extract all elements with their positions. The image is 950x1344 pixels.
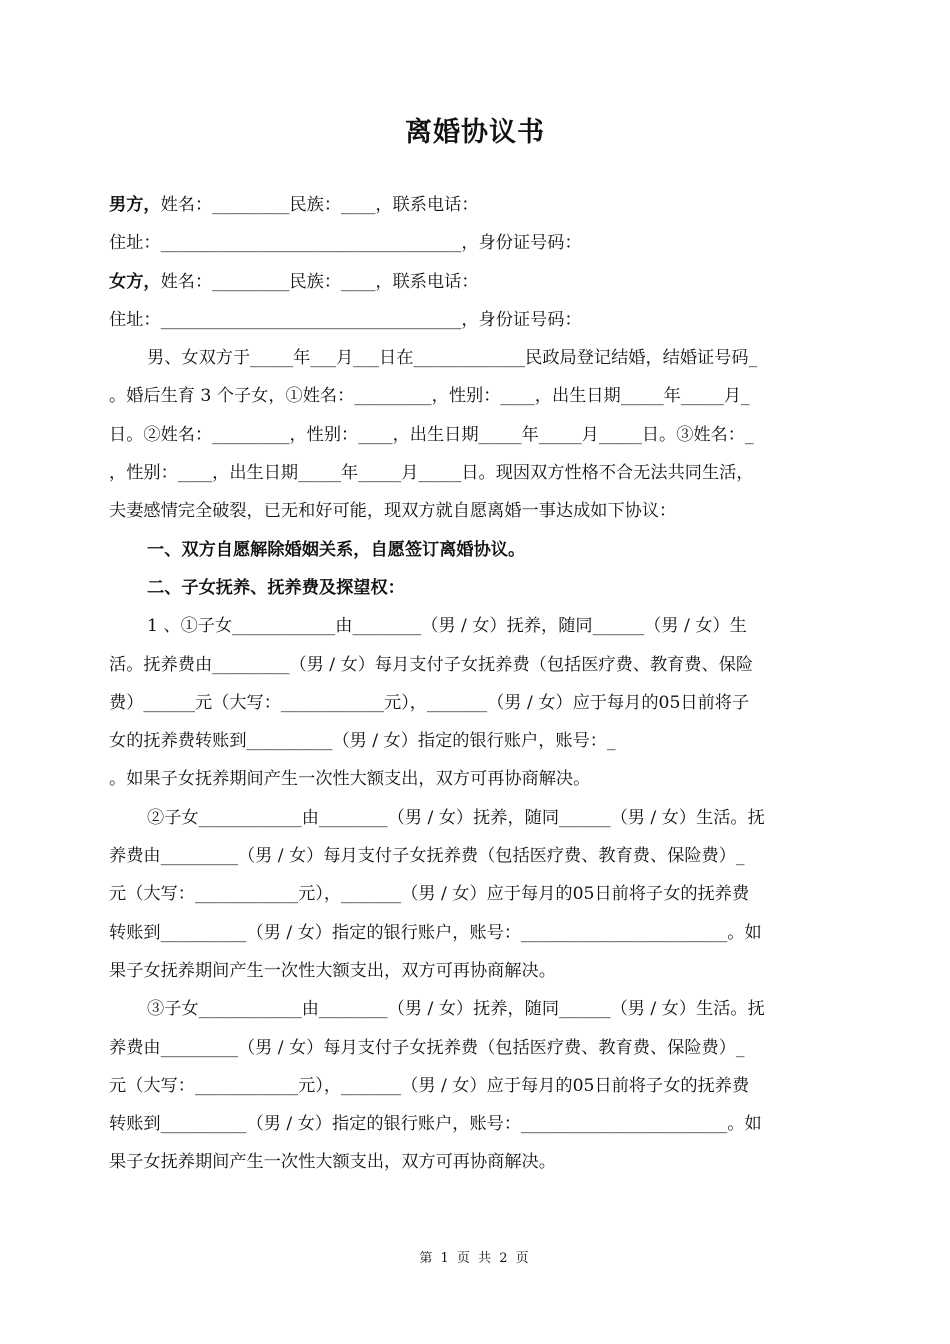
marriage-paragraph-line: ，性别：____，出生日期_____年_____月_____日。现因双方性格不合无法共同生活， [109, 463, 754, 484]
child-3-paragraph-line: ③子女____________由________（男 / 女）抚养，随同______（男 / 女）生活。抚 [147, 999, 765, 1020]
child-3-paragraph-line: 元（大写：____________元），_______（男 / 女）应于每月的05日前将子女的抚养费 [109, 1075, 750, 1096]
party-label: 女方， [109, 271, 161, 292]
child-2-paragraph-line: 果子女抚养期间产生一次性大额支出，双方可再协商解决。 [109, 960, 556, 981]
child-2-paragraph-line: ②子女____________由________（男 / 女）抚养，随同______（男 / 女）生活。抚 [147, 807, 765, 828]
child-1-paragraph-line: 费）______元（大写：____________元），_______（男 / 女）应于每月的05日前将子 [109, 692, 750, 713]
party-fields: 姓名：_________民族：____，联系电话： [160, 195, 479, 215]
female-name-line [109, 263, 837, 301]
child-1-paragraph-line: 1 、①子女____________由________（男 / 女）抚养，随同______（男 / 女）生 [147, 616, 747, 637]
child-1-paragraph-line: 。如果子女抚养期间产生一次性大额支出，双方可再协商解决。 [109, 769, 591, 790]
female-address-line: 住址：___________________________________，身份证号码： [109, 309, 582, 330]
page-footer: 第 1 页 共 2 页 [419, 1251, 531, 1266]
party-fields: 姓名：_________民族：____，联系电话： [160, 271, 479, 292]
child-2-paragraph-line: 转账到__________（男 / 女）指定的银行账户，账号：________________________。如 [109, 922, 762, 943]
clause-2-heading: 二、子女抚养、抚养费及探望权： [147, 577, 405, 598]
marriage-paragraph-line: 夫妻感情完全破裂，已无和好可能，现双方就自愿离婚一事达成如下协议： [109, 501, 677, 522]
male-address-line: 住址：___________________________________，身份证号码： [109, 233, 582, 254]
child-3-paragraph-line: 果子女抚养期间产生一次性大额支出，双方可再协商解决。 [109, 1152, 556, 1173]
child-3-paragraph-line: 转账到__________（男 / 女）指定的银行账户，账号：________________________。如 [109, 1114, 762, 1135]
document-title: 离婚协议书 [405, 117, 545, 148]
child-2-paragraph-line: 养费由_________（男 / 女）每月支付子女抚养费（包括医疗费、教育费、保险费）_ [109, 846, 745, 867]
male-name-line [109, 186, 837, 224]
marriage-paragraph-line: 日。②姓名：_________，性别：____，出生日期_____年_____月_____日。③姓名：_ [109, 424, 754, 445]
clause-1-heading: 一、双方自愿解除婚姻关系，自愿签订离婚协议。 [147, 539, 526, 560]
child-1-paragraph-line: 活。抚养费由_________（男 / 女）每月支付子女抚养费（包括医疗费、教育费、保险 [109, 654, 754, 675]
party-label: 男方， [109, 195, 161, 215]
child-3-paragraph-line: 养费由_________（男 / 女）每月支付子女抚养费（包括医疗费、教育费、保险费）_ [109, 1037, 745, 1058]
marriage-paragraph-line: 。婚后生育 3 个子女，①姓名：_________，性别：____，出生日期_____年_____月_ [109, 386, 750, 407]
child-1-paragraph-line: 女的抚养费转账到__________（男 / 女）指定的银行账户，账号：_ [109, 731, 616, 752]
child-2-paragraph-line: 元（大写：____________元），_______（男 / 女）应于每月的05日前将子女的抚养费 [109, 884, 750, 905]
document-body [109, 186, 837, 1182]
marriage-paragraph-line: 男、女双方于_____年___月___日在_____________民政局登记结婚，结婚证号码_ [147, 348, 758, 369]
